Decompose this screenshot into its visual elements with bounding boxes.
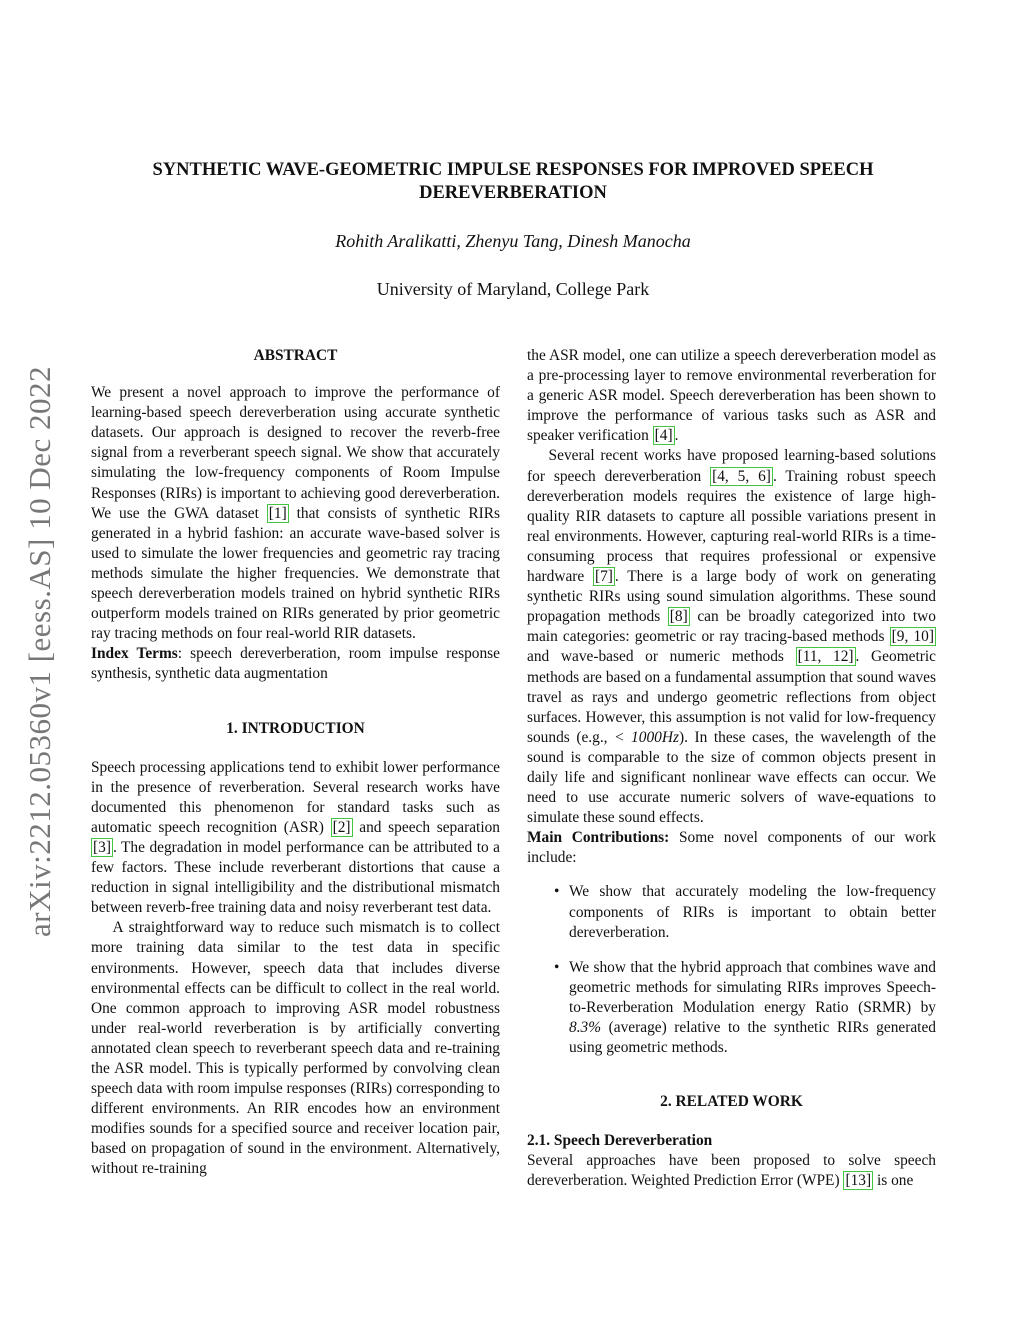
math-inline: 8.3% bbox=[569, 1019, 602, 1036]
main-contributions: Main Contributions: Some novel components of our work include: bbox=[527, 829, 936, 867]
paper-title bbox=[92, 159, 934, 205]
index-terms: Index Terms: speech dereverberation, room impulse response synthesis, synthetic data augmentation bbox=[91, 645, 500, 683]
citation-link[interactable]: [1] bbox=[268, 504, 287, 522]
citation-link[interactable]: [7] bbox=[594, 568, 613, 586]
list-item: • We show that accurately modeling the low-frequency components of RIRs is important to obtain better dereverberation. bbox=[554, 883, 936, 941]
citation-link[interactable]: [8] bbox=[669, 608, 688, 626]
right-paragraph-1: the ASR model, one can utilize a speech dereverberation model as a pre-processing layer to remove environmental reverberation for a generic ASR model. Speech dereverberation has been shown to improve the performance of various tasks such as ASR and speaker verification [4] . bbox=[527, 347, 936, 445]
citation-link[interactable]: [11, 12] bbox=[797, 648, 854, 666]
main-contributions-label: Main Contributions: bbox=[527, 829, 670, 847]
title-line-2: DEREVERBERATION bbox=[419, 183, 607, 203]
citation-link[interactable]: [9, 10] bbox=[891, 628, 934, 646]
authors: Rohith Aralikatti, Zhenyu Tang, Dinesh Manocha bbox=[335, 231, 691, 251]
affiliation: University of Maryland, College Park bbox=[376, 279, 650, 299]
list-item: • We show that the hybrid approach that combines wave and geometric methods for simulating RIRs improves Speech-to-Reverberation Modulation energy Ratio (SRMR) by 8.3% (average) relative to the synthetic RIRs generated using geometric methods. bbox=[554, 958, 936, 1057]
citation-link[interactable]: [4, 5, 6] bbox=[712, 467, 771, 485]
right-paragraph-2: Several recent works have proposed learning-based solutions for speech dereverberation [4, 5, 6] . Training robust speech dereverberation models requires the existence of large high-quality RIR datasets to capture all possible variations present in real environments. However, capturing real-world RIRs is a time-consuming process that requires professional or expensive hardware [7] . There is a large body of work on generating synthetic RIRs using sound simulation algorithms. These sound propagation methods [8] can be broadly categorized into two main categories: geometric or ray tracing-based methods [9, 10] and wave-based or numeric methods [11, 12] . Geometric methods are based on a fundamental assumption that sound waves travel as rays and undergo geometric reflections from object surfaces. However, this assumption is not valid for low-frequency sounds (e.g., < 1000Hz). In these cases, the wavelength of the sound is comparable to the size of common objects present in daily life and significant nonlinear wave effects can occur. We need to use accurate numeric solvers of wave-equations to simulate these sound effects. bbox=[527, 447, 937, 827]
related-paragraph: Several approaches have been proposed to solve speech dereverberation. Weighted Prediction Error (WPE) [13] is one bbox=[527, 1152, 936, 1190]
right-column bbox=[527, 346, 936, 1192]
subsection-heading: 2.1. Speech Dereverberation bbox=[527, 1132, 713, 1150]
abstract-text: We present a novel approach to improve the performance of learning-based speech dereverberation using accurate synthetic datasets. Our approach is designed to recover the reverb-free signal from a reverberant speech signal. We show that accurately simulating the low-frequency components of Room Impulse Responses (RIRs) is important to achieving good dereverberation. We use the GWA dataset [1] that consists of synthetic RIRs generated in a hybrid fashion: an accurate wave-based solver is used to simulate the lower frequencies and geometric ray tracing methods simulate the higher frequencies. We demonstrate that speech dereverberation models trained on hybrid synthetic RIRs outperform models trained on RIRs generated by prior geometric ray tracing methods on four real-world RIR datasets. bbox=[91, 384, 500, 643]
citation-link[interactable]: [13] bbox=[845, 1172, 872, 1190]
title-line-1: SYNTHETIC WAVE-GEOMETRIC IMPULSE RESPONSES FOR IMPROVED SPEECH bbox=[152, 160, 874, 180]
abstract-heading: ABSTRACT bbox=[253, 347, 338, 364]
intro-paragraph-2: A straightforward way to reduce such mismatch is to collect more training data similar to the test data in specific environments. However, speech data that includes diverse environmental effects can be difficult to collect in the real world. One common approach to improving ASR model robustness under real-world reverberation is by artificially converting annotated clean speech to reverberant speech data and re-training the ASR model. This is typically performed by convolving clean speech data with room impulse responses (RIRs) corresponding to different environments. An RIR encodes how an environment modifies sounds for a specified source and receiver location pair, based on propagation of sound in the environment. Alternatively, without re-training bbox=[91, 919, 500, 1178]
intro-paragraph-1: Speech processing applications tend to exhibit lower performance in the presence of reverberation. Several research works have documented this phenomenon for standard tasks such as automatic speech recognition (ASR) [2] and speech separation [3] . The degradation in model performance can be attributed to a few factors. These include reverberant distortions that cause a reduction in signal intelligibility and the distributional mismatch between reverb-free training data and noisy reverberant test data. bbox=[91, 758, 500, 917]
arxiv-identifier: arXiv:2212.05360v1 [eess.AS] 10 Dec 2022 bbox=[22, 365, 57, 937]
bullet-icon: • bbox=[554, 883, 560, 901]
math-inline: < 1000Hz bbox=[614, 728, 679, 746]
intro-heading: 1. INTRODUCTION bbox=[226, 719, 365, 737]
citation-link[interactable]: [4] bbox=[654, 427, 673, 445]
citation-link[interactable]: [3] bbox=[93, 838, 111, 856]
contribution-list bbox=[527, 882, 936, 1058]
index-terms-label: Index Terms bbox=[91, 645, 178, 663]
bullet-icon: • bbox=[554, 958, 560, 976]
left-column bbox=[91, 346, 500, 1180]
related-work-heading: 2. RELATED WORK bbox=[660, 1093, 803, 1111]
citation-link[interactable]: [2] bbox=[332, 818, 351, 836]
